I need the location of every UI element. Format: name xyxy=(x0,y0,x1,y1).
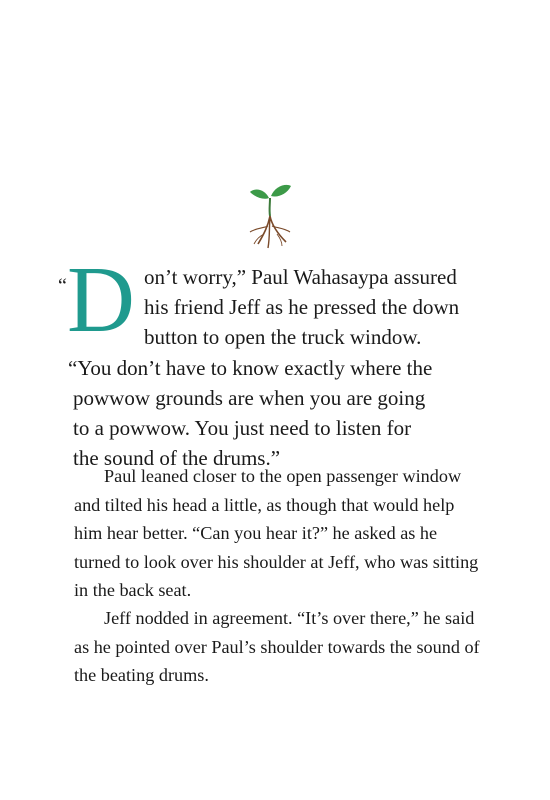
sprout-icon xyxy=(244,178,296,250)
opening-line: his friend Jeff as he pressed the down xyxy=(144,295,460,319)
paragraph-text: Jeff nodded in agreement. “It’s over there,” he said as he pointed over Paul’s shoulder towards the sound of the beating drums. xyxy=(74,608,480,685)
opening-quote-mark: “ xyxy=(58,275,67,297)
paragraph-text: Paul leaned closer to the open passenger window and tilted his head a little, as though that would help him hear better. “Can you hear it?” he asked as he turned to look over his shoulder at Jeff, who was sitting in the back seat. xyxy=(74,466,479,600)
opening-line: on’t worry,” Paul Wahasaypa assured xyxy=(144,265,457,289)
opening-line: button to open the truck window. xyxy=(144,325,422,349)
story-paragraph xyxy=(74,604,480,690)
opening-line: powwow grounds are when you are going xyxy=(73,386,426,410)
opening-paragraph xyxy=(58,248,478,470)
opening-line: the sound of the drums.” xyxy=(73,446,281,470)
opening-line: to a powwow. You just need to listen for xyxy=(73,416,412,440)
opening-line: “You don’t have to know exactly where the xyxy=(68,356,433,380)
drop-cap: D xyxy=(67,248,135,352)
story-paragraph xyxy=(74,462,480,605)
